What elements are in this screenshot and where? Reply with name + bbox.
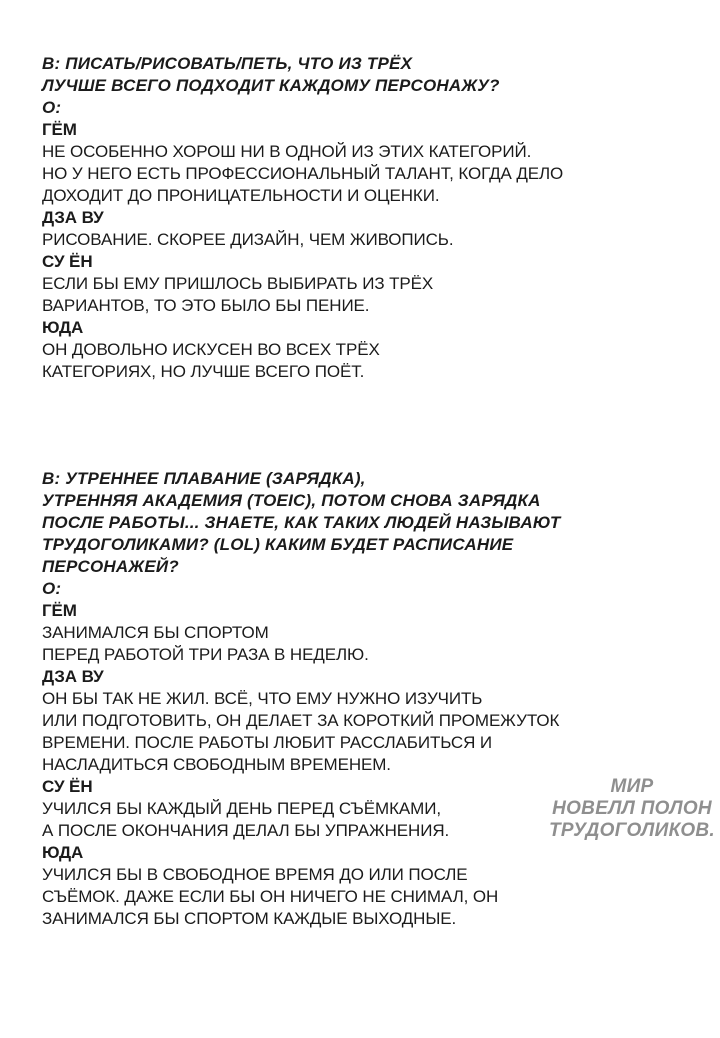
question-line: УТРЕННЯЯ АКАДЕМИЯ (TOEIC), ПОТОМ СНОВА ЗАРЯДКА	[42, 491, 541, 510]
character-name-yuda: ЮДА	[42, 843, 84, 862]
answer-line: КАТЕГОРИЯХ, НО ЛУЧШЕ ВСЕГО ПОЁТ.	[42, 362, 365, 381]
watermark-line: НОВЕЛЛ ПОЛОН	[552, 798, 712, 819]
answer-line: РИСОВАНИЕ. СКОРЕЕ ДИЗАЙН, ЧЕМ ЖИВОПИСЬ.	[42, 230, 454, 249]
character-name-dzawu: ДЗА ВУ	[42, 208, 104, 227]
answer-line: ОН БЫ ТАК НЕ ЖИЛ. ВСЁ, ЧТО ЕМУ НУЖНО ИЗУЧИТЬ	[42, 689, 483, 708]
character-name-gyom: ГЁМ	[42, 601, 77, 620]
answer-line: НАСЛАДИТЬСЯ СВОБОДНЫМ ВРЕМЕНЕМ.	[42, 755, 391, 774]
answer-label: О:	[42, 579, 62, 598]
answer-line: ЗАНИМАЛСЯ БЫ СПОРТОМ	[42, 623, 269, 642]
question-line: В: ПИСАТЬ/РИСОВАТЬ/ПЕТЬ, ЧТО ИЗ ТРЁХ	[42, 54, 413, 73]
answer-line: ВРЕМЕНИ. ПОСЛЕ РАБОТЫ ЛЮБИТ РАССЛАБИТЬСЯ И	[42, 733, 493, 752]
answer-line: СЪЁМОК. ДАЖЕ ЕСЛИ БЫ ОН НИЧЕГО НЕ СНИМАЛ, ОН	[42, 887, 499, 906]
watermark-line: ТРУДОГОЛИКОВ.	[549, 820, 715, 841]
character-name-suyeon: СУ ЁН	[42, 777, 93, 796]
answer-line: ЕСЛИ БЫ ЕМУ ПРИШЛОСЬ ВЫБИРАТЬ ИЗ ТРЁХ	[42, 274, 434, 293]
watermark-line: МИР	[610, 776, 654, 797]
question-line: ПЕРСОНАЖЕЙ?	[42, 557, 179, 576]
answer-line: ИЛИ ПОДГОТОВИТЬ, ОН ДЕЛАЕТ ЗА КОРОТКИЙ ПРОМЕЖУТОК	[42, 711, 560, 730]
character-name-yuda: ЮДА	[42, 318, 84, 337]
answer-line: ПЕРЕД РАБОТОЙ ТРИ РАЗА В НЕДЕЛЮ.	[42, 645, 369, 664]
question-line: В: УТРЕННЕЕ ПЛАВАНИЕ (ЗАРЯДКА),	[42, 469, 366, 488]
answer-line: А ПОСЛЕ ОКОНЧАНИЯ ДЕЛАЛ БЫ УПРАЖНЕНИЯ.	[42, 821, 450, 840]
qa-block-2	[42, 468, 561, 930]
answer-line: ОН ДОВОЛЬНО ИСКУСЕН ВО ВСЕХ ТРЁХ	[42, 340, 380, 359]
answer-line: НЕ ОСОБЕННО ХОРОШ НИ В ОДНОЙ ИЗ ЭТИХ КАТЕГОРИЙ.	[42, 142, 532, 161]
character-name-dzawu: ДЗА ВУ	[42, 667, 104, 686]
answer-line: УЧИЛСЯ БЫ В СВОБОДНОЕ ВРЕМЯ ДО ИЛИ ПОСЛЕ	[42, 865, 468, 884]
answer-label: О:	[42, 98, 62, 117]
question-line: ТРУДОГОЛИКАМИ? (LOL) КАКИМ БУДЕТ РАСПИСАНИЕ	[42, 535, 514, 554]
qa-block-1	[42, 53, 563, 383]
answer-line: ДОХОДИТ ДО ПРОНИЦАТЕЛЬНОСТИ И ОЦЕНКИ.	[42, 186, 440, 205]
character-name-suyeon: СУ ЁН	[42, 252, 93, 271]
answer-line: УЧИЛСЯ БЫ КАЖДЫЙ ДЕНЬ ПЕРЕД СЪЁМКАМИ,	[42, 799, 441, 818]
translator-watermark	[549, 776, 715, 842]
question-line: ПОСЛЕ РАБОТЫ... ЗНАЕТЕ, КАК ТАКИХ ЛЮДЕЙ НАЗЫВАЮТ	[42, 513, 561, 532]
question-line: ЛУЧШЕ ВСЕГО ПОДХОДИТ КАЖДОМУ ПЕРСОНАЖУ?	[42, 76, 500, 95]
answer-line: НО У НЕГО ЕСТЬ ПРОФЕССИОНАЛЬНЫЙ ТАЛАНТ, КОГДА ДЕЛО	[42, 164, 564, 183]
character-name-gyom: ГЁМ	[42, 120, 77, 139]
answer-line: ЗАНИМАЛСЯ БЫ СПОРТОМ КАЖДЫЕ ВЫХОДНЫЕ.	[42, 909, 457, 928]
answer-line: ВАРИАНТОВ, ТО ЭТО БЫЛО БЫ ПЕНИЕ.	[42, 296, 370, 315]
